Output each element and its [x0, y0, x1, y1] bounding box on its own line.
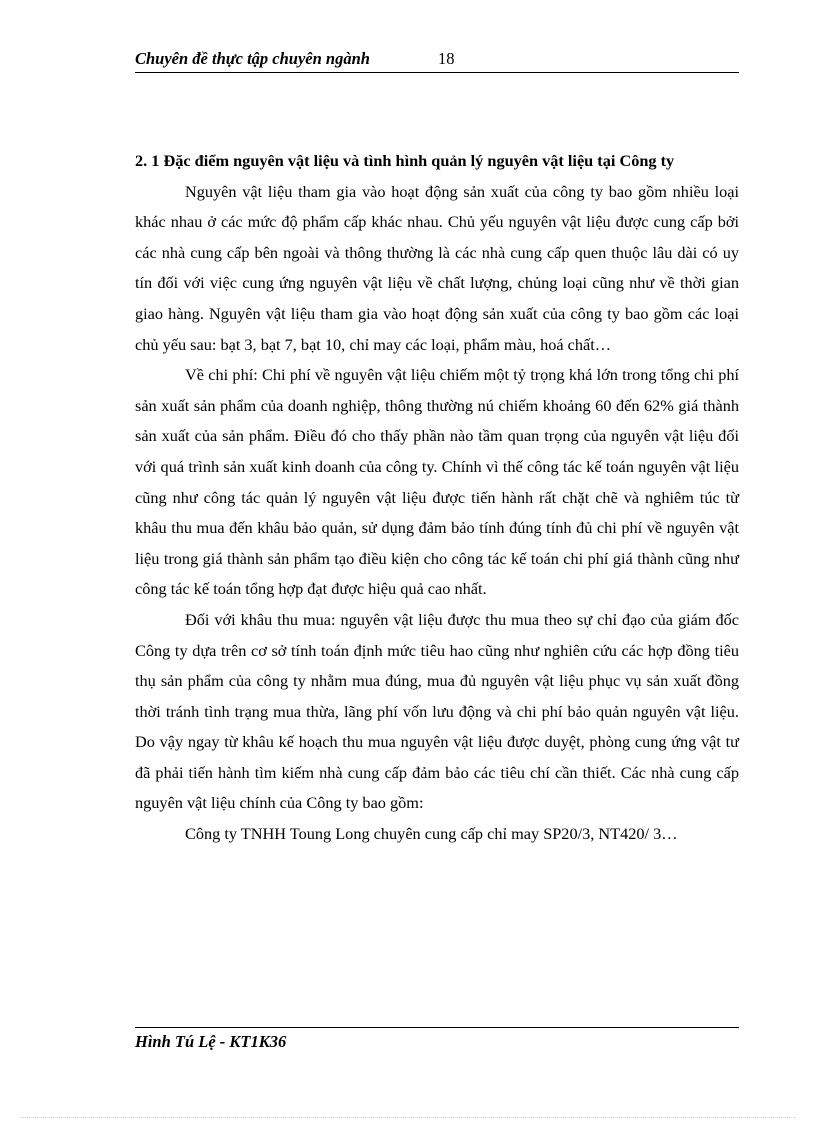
paragraph-costs: Về chi phí: Chi phí về nguyên vật liệu chiếm một tỷ trọng khá lớn trong tổng chi phí sản xuất sản phẩm của doanh nghiệp, thông thường nú chiếm khoảng 60 đến 62% giá thành sản xuất của sản phẩm. Điều đó cho thấy phần nào tầm quan trọng của nguyên vật liệu đối với quá trình sản xuất kinh doanh của công ty. Chính vì thế công tác kế toán nguyên vật liệu cũng như công tác quản lý nguyên vật liệu được tiến hành rất chặt chẽ và nghiêm túc từ khâu thu mua đến khâu bảo quản, sử dụng đảm bảo tính đúng tính đủ chi phí về nguyên vật liệu trong giá thành sản phẩm tạo điều kiện cho công tác kế toán chi phí giá thành cũng như công tác kế toán tổng hợp đạt được hiệu quả cao nhất.	[135, 365, 739, 599]
section-heading: 2. 1 Đặc điểm nguyên vật liệu và tình hình quản lý nguyên vật liệu tại Công ty	[135, 151, 675, 170]
page-footer	[135, 1027, 739, 1052]
page-edge-divider	[20, 1117, 796, 1118]
document-body	[135, 146, 739, 850]
paragraph-purchasing: Đối với khâu thu mua: nguyên vật liệu được thu mua theo sự chỉ đạo của giám đốc Công ty dựa trên cơ sở tính toán định mức tiêu hao cũng như nghiên cứu các hợp đồng tiêu thụ sản phẩm của công ty nhằm mua đúng, mua đủ nguyên vật liệu phục vụ sản xuất đồng thời tránh tình trạng mua thừa, lãng phí vốn lưu động và chi phí bảo quản nguyên vật liệu. Do vậy ngay từ khâu kế hoạch thu mua nguyên vật liệu được duyệt, phòng cung ứng vật tư đã phải tiến hành tìm kiếm nhà cung cấp đảm bảo các tiêu chí cần thiết. Các nhà cung cấp nguyên vật liệu chính của Công ty bao gồm:	[135, 609, 739, 813]
footer-author: Hình Tú Lệ - KT1K36	[135, 1032, 287, 1051]
page-header	[135, 46, 739, 73]
page-number: 18	[438, 49, 455, 68]
paragraph-supplier: Công ty TNHH Toung Long chuyên cung cấp chỉ may SP20/3, NT420/ 3…	[185, 824, 678, 844]
paragraph-materials-overview: Nguyên vật liệu tham gia vào hoạt động sản xuất của công ty bao gồm nhiều loại khác nhau ở các mức độ phẩm cấp khác nhau. Chủ yếu nguyên vật liệu được cung cấp bởi các nhà cung cấp bên ngoài và thông thường là các nhà cung cấp quen thuộc lâu dài có uy tín đối với việc cung ứng nguyên vật liệu về chất lượng, chủng loại cũng như về thời gian giao hàng. Nguyên vật liệu tham gia vào hoạt động sản xuất của công ty bao gồm các loại chủ yếu sau: bạt 3, bạt 7, bạt 10, chỉ may các loại, phẩm màu, hoá chất…	[135, 181, 739, 354]
header-title: Chuyên đề thực tập chuyên ngành	[135, 49, 370, 68]
